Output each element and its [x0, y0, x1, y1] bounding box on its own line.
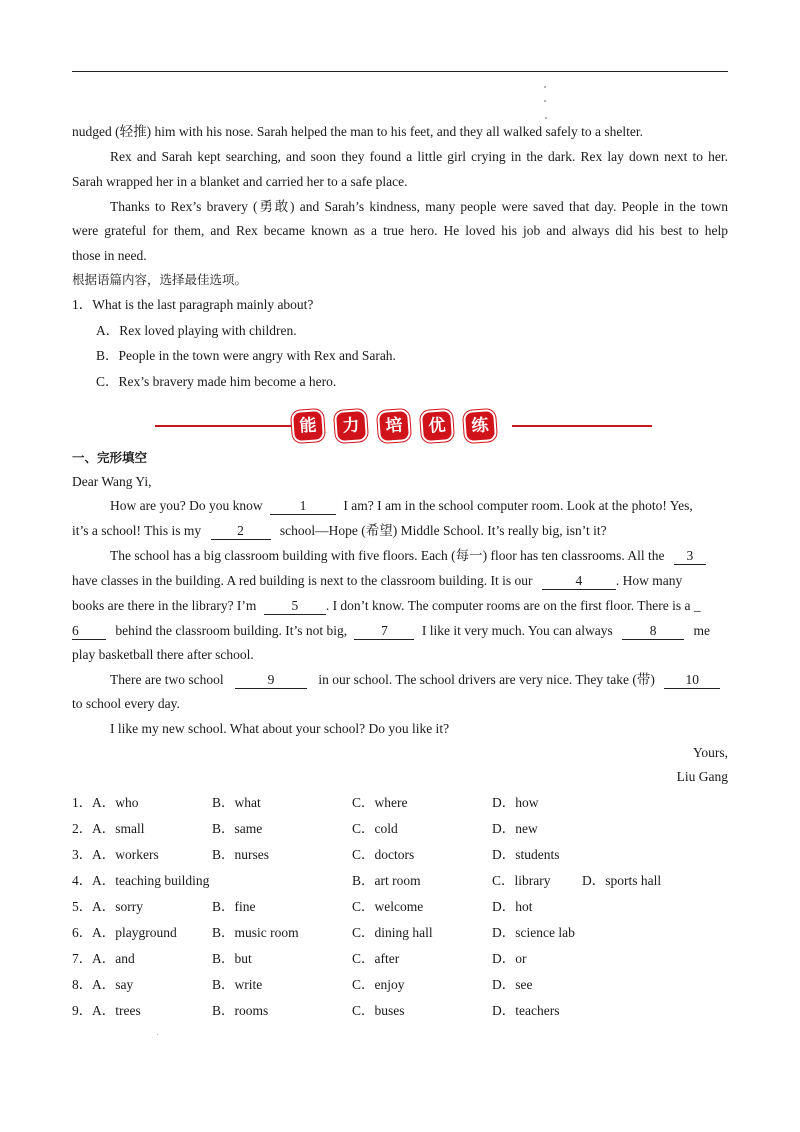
choice-b[interactable]: B．fine	[212, 899, 256, 914]
choice-d[interactable]: D．science lab	[492, 925, 575, 940]
story-line: Sarah wrapped her in a blanket and carried her to a safe place.	[72, 174, 408, 189]
choice-c[interactable]: C．cold	[352, 821, 398, 836]
letter-line	[72, 569, 728, 594]
choice-row	[72, 894, 728, 920]
choice-number: 7．	[72, 951, 93, 966]
answer-option[interactable]: A．Rex loved playing with children.	[96, 323, 297, 338]
choice-c[interactable]: C．where	[352, 795, 408, 810]
letter-text: The school has a big classroom building with five floors. Each (每一) floor has ten classrooms. All the	[110, 548, 665, 563]
story-line: Thanks to Rex’s bravery (勇敢) and Sarah’s kindness, many people were saved that day. People in the town	[110, 199, 728, 214]
choice-a[interactable]: A．who	[92, 795, 139, 810]
choice-c[interactable]: C．buses	[352, 1003, 405, 1018]
question-text: 1．What is the last paragraph mainly about?	[72, 297, 314, 312]
choice-d[interactable]: D．teachers	[492, 1003, 560, 1018]
letter-text: books are there in the library? I’m	[72, 598, 257, 613]
choice-c[interactable]: C．library	[492, 873, 551, 888]
choice-d[interactable]: D．students	[492, 847, 560, 862]
choice-b[interactable]: B．art room	[352, 873, 421, 888]
letter-text: There are two school	[110, 672, 224, 687]
letter-line: play basketball there after school.	[72, 647, 254, 662]
choice-c[interactable]: C．enjoy	[352, 977, 405, 992]
blank-6[interactable]: 6	[72, 622, 106, 640]
letter-line: to school every day.	[72, 696, 180, 711]
choice-b[interactable]: B．same	[212, 821, 263, 836]
letter-text: . I don’t know. The computer rooms are on the first floor. There is a	[325, 598, 691, 613]
letter-signature: Liu Gang	[676, 769, 728, 784]
banner-char: 优	[422, 411, 452, 441]
choice-b[interactable]: B．but	[212, 951, 252, 966]
choice-row	[72, 920, 728, 946]
choice-row	[72, 998, 728, 1024]
letter-text: it’s a school! This is my	[72, 523, 202, 538]
choice-d[interactable]: D．or	[492, 951, 527, 966]
choice-d[interactable]: D．how	[492, 795, 539, 810]
letter-line	[110, 494, 728, 519]
letter-text: _	[693, 598, 701, 613]
choice-number: 6．	[72, 925, 93, 940]
blank-7[interactable]: 7	[354, 622, 414, 640]
letter-line	[110, 544, 728, 569]
scan-dot	[544, 86, 546, 88]
choice-number: 9．	[72, 1003, 93, 1018]
banner-rule-left	[155, 425, 291, 427]
choice-a[interactable]: A．say	[92, 977, 134, 992]
choice-row	[72, 790, 728, 816]
choice-row	[72, 816, 728, 842]
choice-number: 8．	[72, 977, 93, 992]
section-title: 一、完形填空	[72, 450, 148, 465]
choice-c[interactable]: C．after	[352, 951, 400, 966]
letter-closing: Yours,	[692, 745, 728, 760]
choice-a[interactable]: A．sorry	[92, 899, 143, 914]
scan-dot	[544, 100, 546, 102]
choice-d[interactable]: D．see	[492, 977, 533, 992]
choice-a[interactable]: A．small	[92, 821, 145, 836]
choice-row	[72, 842, 728, 868]
reading-instruction: 根据语篇内容，选择最佳选项。	[72, 272, 248, 287]
choice-a[interactable]: A．and	[92, 951, 135, 966]
blank-10[interactable]: 10	[664, 671, 720, 689]
choice-a[interactable]: A．teaching building	[92, 873, 210, 888]
choice-d[interactable]: D．hot	[492, 899, 533, 914]
choice-number: 2．	[72, 821, 93, 836]
choice-b[interactable]: B．music room	[212, 925, 299, 940]
choice-row	[72, 972, 728, 998]
letter-text: have classes in the building. A red building is next to the classroom building. It is our	[72, 573, 533, 588]
choice-b[interactable]: B．write	[212, 977, 263, 992]
choice-number: 3．	[72, 847, 93, 862]
letter-line	[72, 619, 728, 644]
choice-b[interactable]: B．rooms	[212, 1003, 269, 1018]
choice-d[interactable]: D．sports hall	[582, 873, 662, 888]
choice-c[interactable]: C．welcome	[352, 899, 424, 914]
choice-b[interactable]: B．nurses	[212, 847, 269, 862]
scan-dot	[157, 1034, 158, 1035]
letter-line	[110, 668, 728, 693]
letter-line: I like my new school. What about your school? Do you like it?	[110, 721, 450, 736]
choice-number: 5．	[72, 899, 93, 914]
answer-option[interactable]: B．People in the town were angry with Rex and Sarah.	[96, 348, 396, 363]
answer-option[interactable]: C．Rex’s bravery made him become a hero.	[96, 374, 337, 389]
blank-2[interactable]: 2	[211, 522, 271, 540]
choice-row	[72, 946, 728, 972]
letter-text: me	[693, 623, 710, 638]
story-line: Rex and Sarah kept searching, and soon they found a little girl crying in the dark. Rex lay down next to her.	[110, 149, 728, 164]
letter-text: I like it very much. You can always	[421, 623, 613, 638]
choice-number: 1．	[72, 795, 93, 810]
choice-row	[72, 868, 728, 894]
letter-text: in our school. The school drivers are very nice. They take (带)	[318, 672, 655, 687]
banner-char: 力	[336, 411, 366, 441]
letter-text: behind the classroom building. It’s not big,	[115, 623, 348, 638]
letter-text: I am? I am in the school computer room. Look at the photo! Yes,	[343, 498, 693, 513]
banner-char: 练	[465, 411, 495, 441]
story-line: those in need.	[72, 248, 147, 263]
blank-3[interactable]: 3	[674, 547, 706, 565]
choice-a[interactable]: A．workers	[92, 847, 159, 862]
choice-c[interactable]: C．doctors	[352, 847, 415, 862]
banner-char: 能	[293, 411, 323, 441]
header-rule	[72, 71, 728, 72]
choice-d[interactable]: D．new	[492, 821, 538, 836]
blank-5[interactable]: 5	[264, 597, 326, 615]
banner-rule-right	[512, 425, 652, 427]
letter-line	[72, 519, 728, 544]
choice-number: 4．	[72, 873, 93, 888]
story-line: were grateful for them, and Rex became known as a true hero. He loved his job and always did his best to help	[72, 223, 728, 238]
choice-c[interactable]: C．dining hall	[352, 925, 433, 940]
blank-8[interactable]: 8	[622, 622, 684, 640]
letter-line	[72, 594, 728, 619]
choice-a[interactable]: A．playground	[92, 925, 177, 940]
choice-a[interactable]: A．trees	[92, 1003, 141, 1018]
letter-text: . How many	[615, 573, 683, 588]
letter-greeting: Dear Wang Yi,	[72, 474, 152, 489]
letter-text: How are you? Do you know	[110, 498, 263, 513]
story-line: nudged (轻推) him with his nose. Sarah helped the man to his feet, and they all walked safely to a shelter.	[72, 124, 643, 139]
letter-text: school—Hope (希望) Middle School. It’s really big, isn’t it?	[279, 523, 607, 538]
banner-char: 培	[379, 411, 409, 441]
blank-4[interactable]: 4	[542, 572, 616, 590]
blank-9[interactable]: 9	[235, 671, 307, 689]
choice-b[interactable]: B．what	[212, 795, 261, 810]
blank-1[interactable]: 1	[270, 497, 336, 515]
scan-dot	[545, 117, 547, 119]
